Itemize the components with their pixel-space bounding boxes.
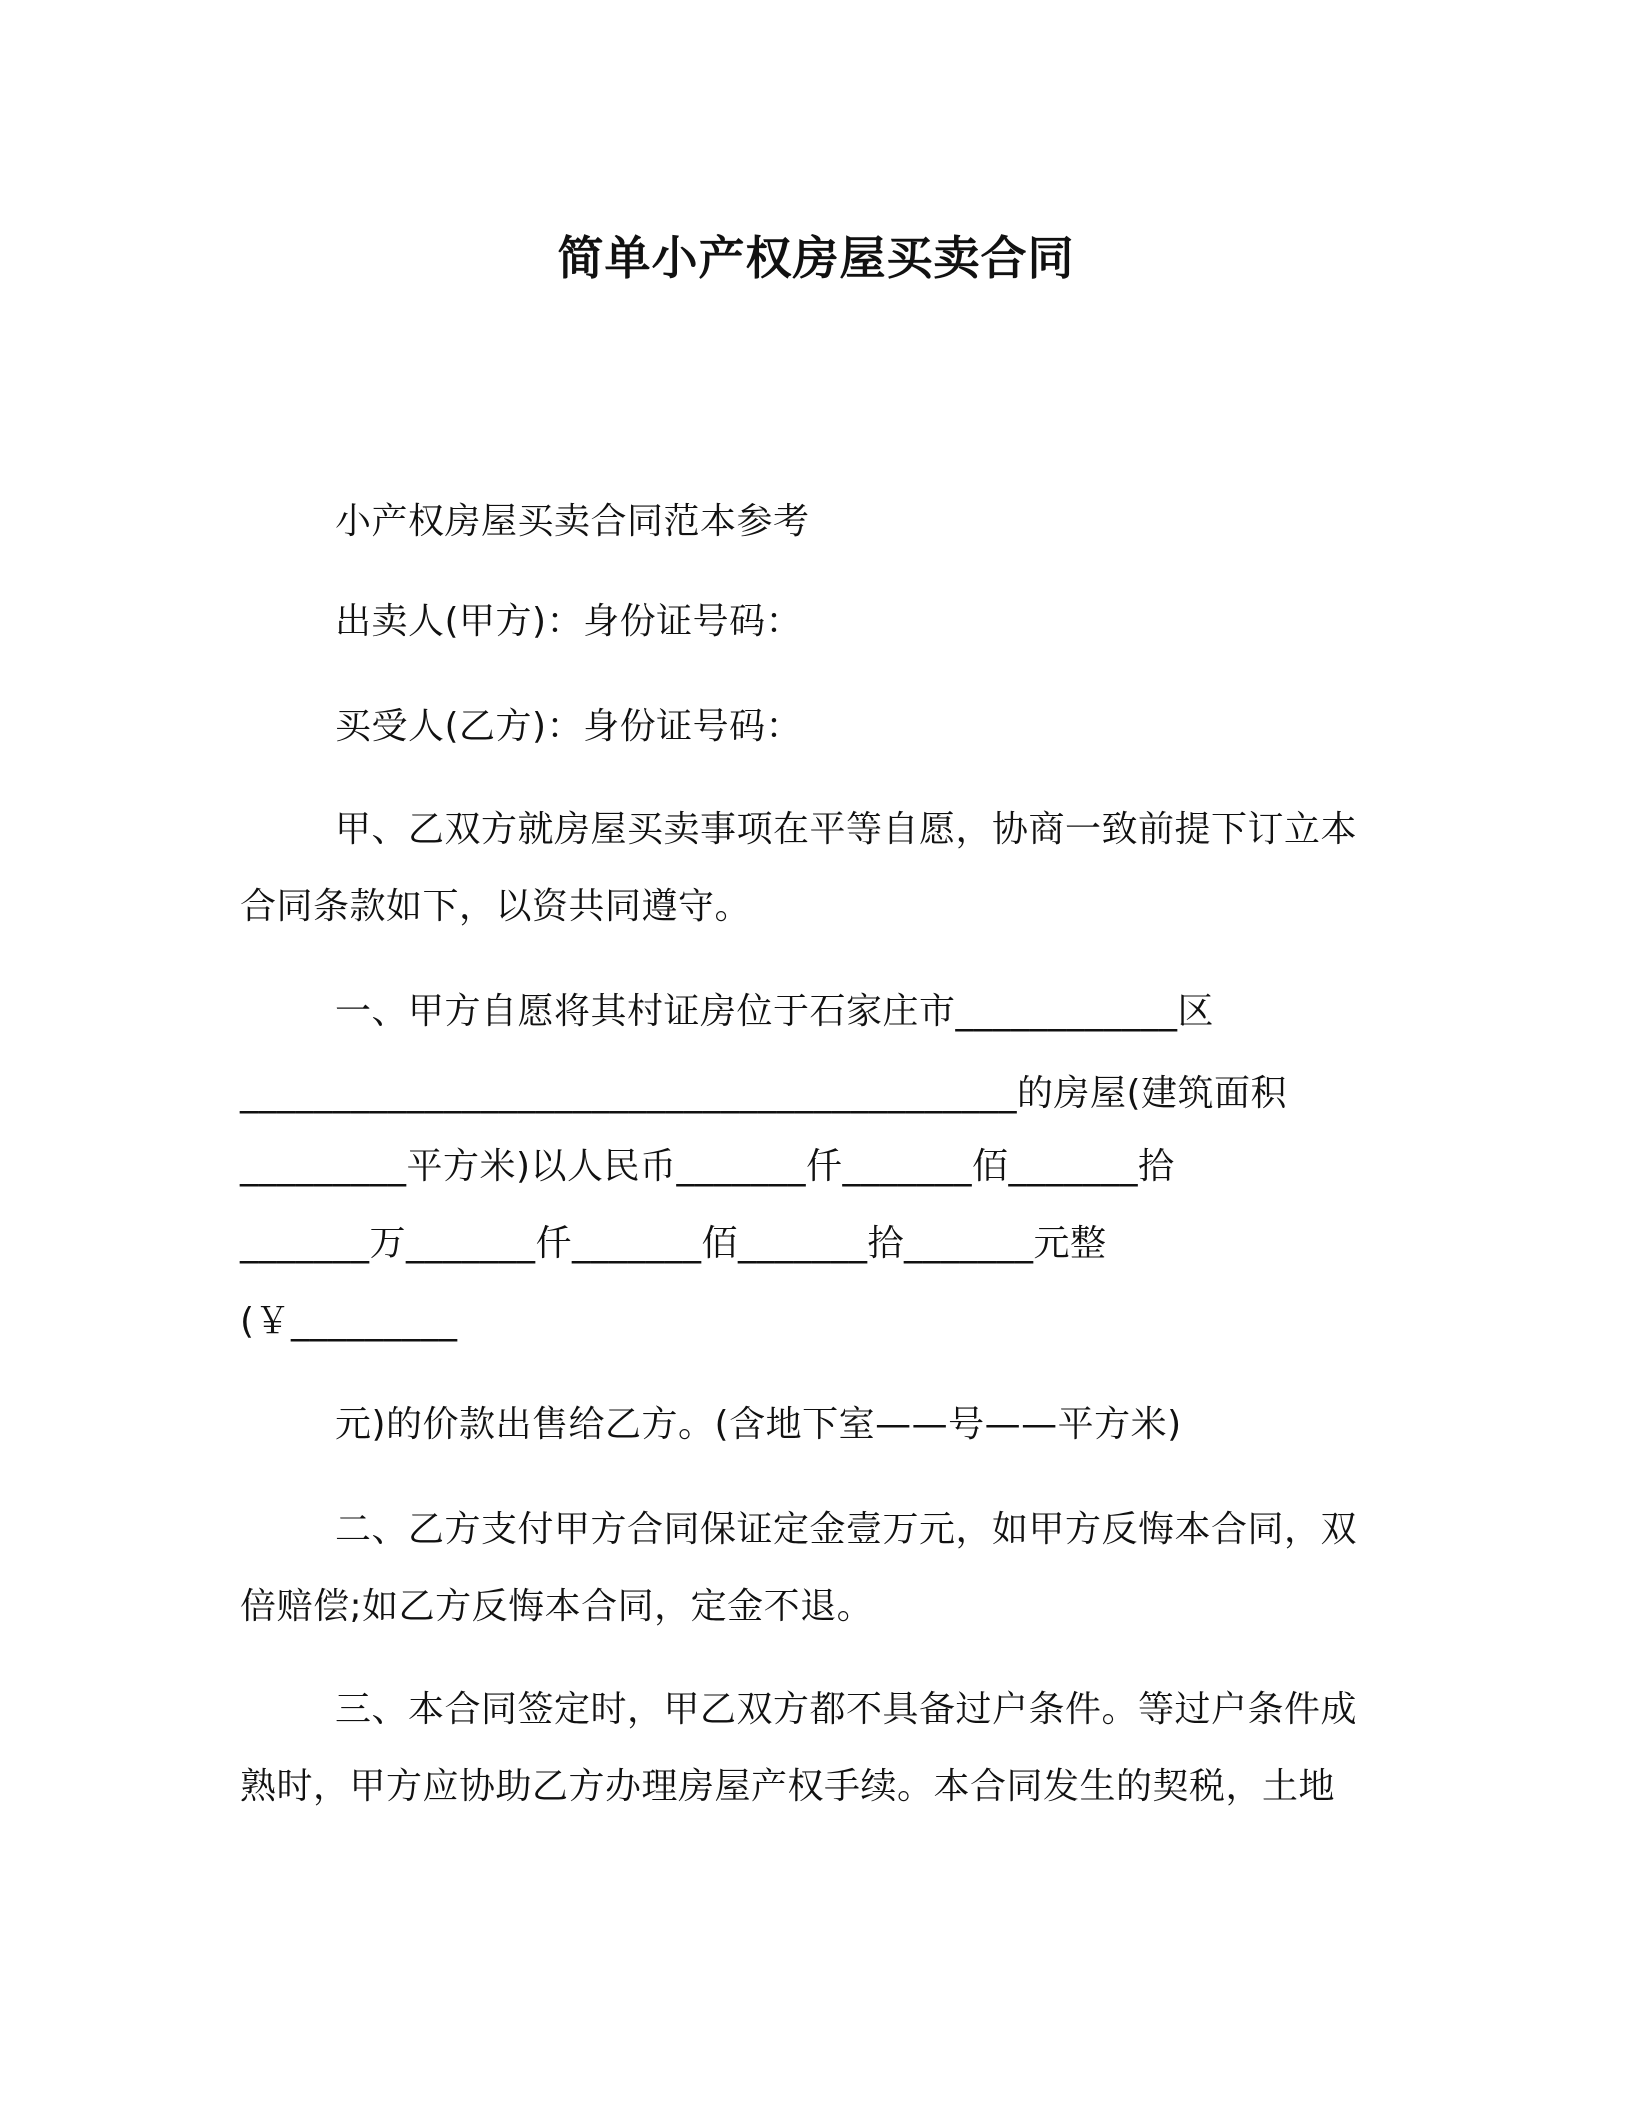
intro-line-2: 合同条款如下，以资共同遵守。	[240, 886, 752, 927]
document-title: 简单小产权房屋买卖合同	[557, 231, 1075, 285]
clause2-line-2: 倍赔偿;如乙方反悔本合同，定金不退。	[240, 1586, 874, 1627]
clause1-line-4: _______万_______仟_______佰_______拾_______元整	[240, 1223, 1107, 1264]
clause1-line-6: 元)的价款出售给乙方。(含地下室——号——平方米)	[335, 1404, 1182, 1445]
clause2-line-1: 二、乙方支付甲方合同保证定金壹万元，如甲方反悔本合同，双	[335, 1509, 1358, 1550]
clause3-line-1: 三、本合同签定时，甲乙双方都不具备过户条件。等过户条件成	[335, 1689, 1358, 1730]
clause1-line-5: (￥_________	[240, 1301, 458, 1342]
clause1-line-3: _________平方米)以人民币_______仟_______佰_______拾	[240, 1146, 1175, 1187]
clause1-line-1: 一、甲方自愿将其村证房位于石家庄市____________区	[335, 991, 1215, 1032]
intro-line-1: 甲、乙双方就房屋买卖事项在平等自愿，协商一致前提下订立本	[335, 809, 1358, 850]
buyer-line: 买受人(乙方)：身份证号码：	[335, 706, 803, 747]
clause3-line-2: 熟时，甲方应协助乙方办理房屋产权手续。本合同发生的契税，土地	[240, 1766, 1336, 1807]
clause1-line-2: __________________________________________的房屋(建筑面积	[240, 1073, 1288, 1114]
seller-line: 出卖人(甲方)：身份证号码：	[335, 601, 803, 642]
subtitle: 小产权房屋买卖合同范本参考	[335, 501, 810, 542]
